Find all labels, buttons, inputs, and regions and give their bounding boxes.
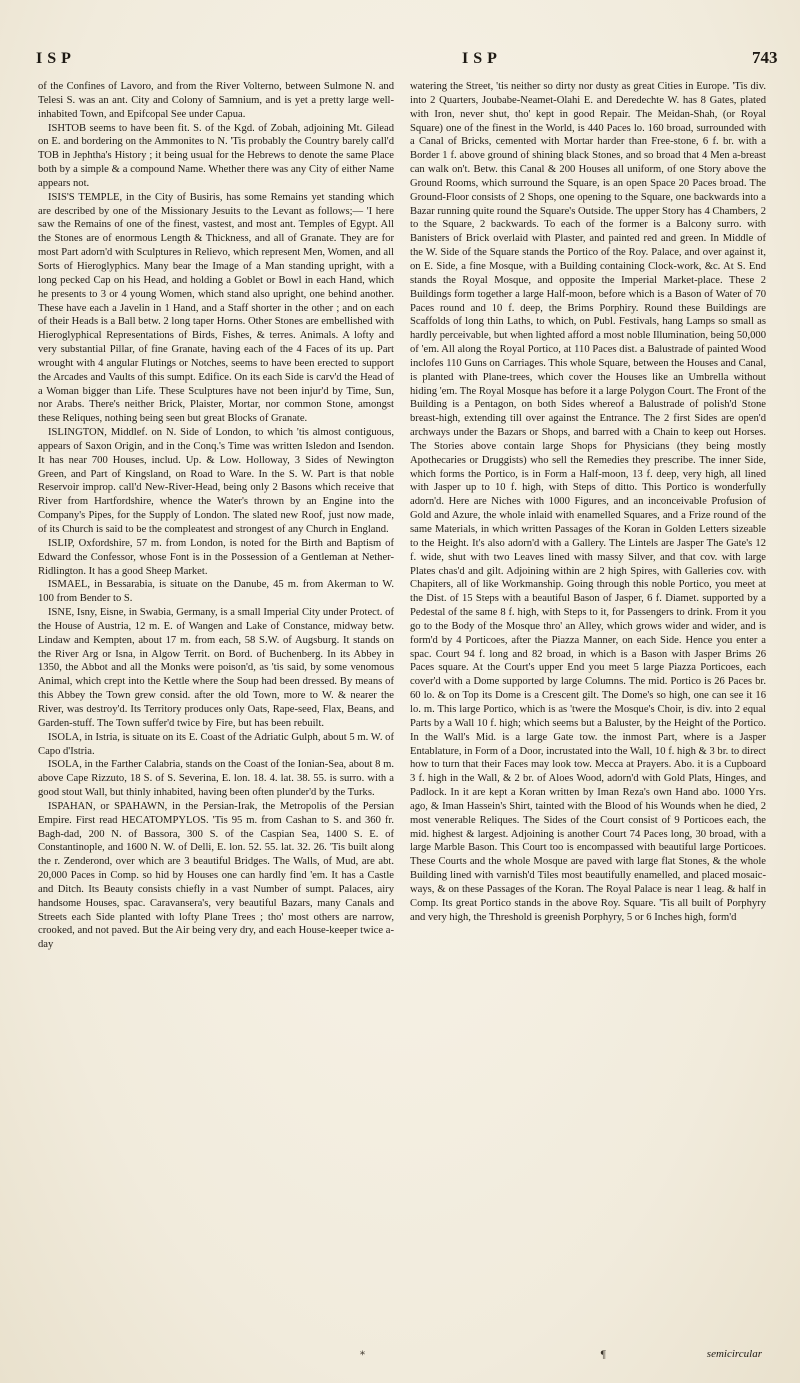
- entry-paragraph: ISIS'S TEMPLE, in the City of Busiris, has some Remains yet standing which are described by one of the Missionary Jesuits to the Levant as follows;— 'I here saw the Remains of one of the finest, vastest, and most ant. Temples of Egypt. All the Stones are of enormous Length & Thickness, and all of Granate. They are for most Part adorn'd with Sculptures in Relievo, which represent Men, Women, and all Sorts of Hieroglyphics. Many bear the Image of a Man standing upright, with a long pecked Cap on his Head, and holding a Goblet or Bowl in each Hand, which he presents to 3 or 4 young Women, which stand also upright, one behind another. These have each a Javelin in 1 Hand, and a Staff shorter in the other ; and on each of their Heads is a Ball betw. 2 long taper Horns. Other Stones are embellished with Hieroglyphical Representations of Birds, Fishes, & terres. Animals. A lofty and very substantial Pillar, of fine Granate, having each of the 4 Faces of its up. Part wrought with 4 angular Flutings or Notches, seems to have been erected to support the Arcades and Vaults of this sumpt. Edifice. On its each Side is carv'd the Head of a Woman bigger than Life. These Sculptures have not been injur'd by Time, Sun, nor Arabs. There's neither Brick, Plaister, Mortar, nor common Stone, amongst these Reliques, nothing being seen but great Blocks of Granate.: [38, 191, 394, 425]
- running-head-right: ISP: [462, 50, 502, 67]
- entry-paragraph: ISOLA, in the Farther Calabria, stands on the Coast of the Ionian-Sea, about 8 m. above Cape Rizzuto, 18 S. of S. Severina, E. lon. 18. 4. lat. 38. 55. is surro. with a good stout Wall, but thinly inhabited, having been often plunder'd by the Turks.: [38, 759, 394, 799]
- entry-paragraph: ISMAEL, in Bessarabia, is situate on the Danube, 45 m. from Akerman to W. 100 from Bender to S.: [38, 579, 394, 605]
- entry-paragraph: watering the Street, 'tis neither so dirty nor dusty as great Cities in Europe. 'Tis div. into 2 Quarters, Joubabe-Neamet-Olahi E. and Deredechte W. has 8 Gates, plated with Iron, never shut, tho' kept in good Repair. The Meidan-Shah, (or Royal Square) one of the finest in the World, is 440 Paces lo. 160 broad, surrounded with a Canal of Bricks, cemented with Mortar harder than Free-stone, 6 f. br. with a Border 1 f. above ground of shining black Stones, and so broad that 4 Men a-breast can walk on't. Betw. this Canal & 200 Houses all uniform, of one Story above the Ground Rooms, which surround the Square, is an open Space 20 Paces broad. The Ground-Floor consists of 2 Shops, one opening to the Square, one backwards into a Bazar running quite round the Square's Outside. The upper Story has 4 Chambers, 2 to the Square, 2 backwards. To each of the former is a Balcony surro. with Banisters of Brick overlaid with Plaster, and painted red and green. In Middle of the W. Side of the Square stands the Portico of the Roy. Palace, and over against it, on E. Side, a fine Mosque, with a Building containing Clock-work, &c. At S. End stands the Royal Mosque, and opposite the Imperial Market-place. These 2 Buildings form together a large Half-moon, before which is a Bason of Water of 70 Paces round and 10 f. deep, the Brims Porphiry. Round these Buildings are Scaffolds of long thin Laths, to which, on Publ. Festivals, hang Lamps so small as hardly perceivable, but when lighted afford a most noble Illumination, being 50,000 of 'em. All along the Royal Portico, at 110 Paces dist. a Balustrade of painted Wood inclofes 110 Guns on Carriages. This whole Square, between the Houses and Canal, is planted with Plane-trees, which cover the Houses like an Umbrella without hiding 'em. The Royal Mosque has before it a large Polygon Court. The Front of the Building is a Pentagon, on both Sides whereof a Balustrade of polish'd Stone breast-high, extending till over against the Entrance. The 2 first Sides are open'd archways under the Bazars or Shops, and barred with a Chain to keep out Horses. The Stories above contain large Shops for Physicians (they being mostly Apothecaries or Druggists) who sell the Remedies they prescribe. The inner Side, which forms the Portico, is in Form a Half-moon, 13 f. deep, very high, all lined with Jasper up to 10 f. high, with Steps of ditto. This Portico is wonderfully adorn'd. Here are Niches with 1000 Figures, and an inconceivable Profusion of Gold and Azure, the whole inlaid with enamelled Squares, and a Frize round of the same Materials, in which written Passages of the Koran in Golden Letters sizeable to the Height. It's also adorn'd with a Gallery. The Lintels are Jasper The Gate's 12 f. wide, shut with two Leaves lined with massy Silver, and that cov. with large Plates chas'd and gilt. Adjoining within are 2 high Spires, with Galleries cov. with Chapiters, all of like Workmanship. Going through this noble Portico, you meet at the Dist. of 15 Steps with a beautiful Bason of Jasper, 6 f. Diamet. supported by a Pedestal of the same 8 f. high, with Steps to it, for Passengers to drink. From it you go to the Body of the Mosque thro' an Alley, which grows wider and wider, and is form'd by 4 Porticoes, after the Piazza Manner, on each Side. Hence you enter a spac. Court 94 f. long and 82 broad, in which is a Bason with Jasper Brims 26 Paces square. At the Court's upper End you meet 5 large Piazza Porticoes, each cover'd with a Dome supported by large Columns. The mid. Portico is 26 Paces br. 60 lo. & on Top its Dome is a Crescent gilt. The Dome's so high, one can see it 16 lo. m. This large Portico, which is as 'twere the Mosque's Choir, is div. into 2 equal Parts by a Wall 10 f. high; which seems but a Baluster, by the Height of the Portico. In the Wall's Mid. is a large Gate tow. the inmost Part, where is a Jasper Entablature, in Form of a Door, incrustated into the Wall, 10 f. high & 3 br. to direct how to turn that their Faces may look tow. Mecca at Prayers. Abo. it is a Cupboard 3 f. high in the Wall, & 2 br. of Aloes Wood, adorn'd with Gold Plats, Hinges, and Padlock. In it are kept a Koran written by Iman Reza's own Hand abo. 1000 Yrs. ago, & Iman Hassein's Shirt, tainted with the Blood of his Wounds when he died, 2 most venerable Reliques. The Sides of the Court consist of 9 Porticoes each, the mid. highest & largest. Adjoining is another Court 74 Paces long, 30 broad, with a large Marble Bason. This Court too is encompassed with beautiful large Porticoes. These Courts and the whole Mosque are paved with large flat Stones, & the whole Building lined with varnish'd Tiles most beautifully enamelled, and placed mosaic-ways, & on these Passages of the Koran. The Royal Palace is near 1 leag. & half in Comp. Its great Portico stands in the above Roy. Square. 'Tis all built of Porphyry and very high, the Threshold is greenish Porphyry, 5 or 6 Inches high, form'd: [410, 81, 766, 923]
- signature-mark-right: ¶: [600, 1350, 607, 1361]
- entry-paragraph: of the Confines of Lavoro, and from the River Volterno, between Sulmone N. and Telesi S. was an ant. City and Colony of Samnium, and is yet a pretty large well-inhabited Town, and Epifcopal See under Capua.: [38, 81, 394, 120]
- running-head-left: ISP: [36, 50, 76, 67]
- entry-paragraph: ISPAHAN, or SPAHAWN, in the Persian-Irak, the Metropolis of the Persian Empire. First read HECATOMPYLOS. 'Tis 95 m. from Cashan to S. and 360 fr. Bagh-dad, 200 N. of Bassora, 300 S. of the Caspian Sea, 1400 S. E. of Constantinople, and 1600 N. W. of Delli, E. lon. 52. 55. lat. 32. 26. 'Tis built along the r. Zenderond, over which are 3 beautiful Bridges. The Walls, of Mud, are abt. 20,000 Paces in Comp. so hid by Houses one can hardly find 'em. It has a Castle and Ditch. Its Beauty consists chiefly in a vast Number of sumpt. Palaces, airy handsome Houses, spac. Caravansera's, very beautiful Bazars, many Canals and Streets each Side planted with lofty Plane Trees ; tho' most others are narrow, crooked, and not paved. But the Air being very dry, and each House-keeper twice a-day: [38, 800, 394, 951]
- entry-paragraph: ISLIP, Oxfordshire, 57 m. from London, is noted for the Birth and Baptism of Edward the Confessor, whose Font is in the Possession of a Gentleman at Nether-Ridlington. It has a good Sheep Market.: [38, 537, 394, 577]
- entry-paragraph: ISNE, Isny, Eisne, in Swabia, Germany, is a small Imperial City under Protect. of the House of Austria, 12 m. E. of Wangen and Lake of Constance, midway betw. Lindaw and Kempten, about 17 m. from each, 58 S.W. of Augsburg. It stands on the River Arg or Isna, in Algow Territ. on Bord. of Buchenberg. In its Abbey in 1350, the Abbot and all the Monks were poison'd, as 'tis said, by some venomous Animal, which crept into the Kettle where the Soup had been dressed. By means of this Abbey the Town grew consid. after the old Town, more to W. & nearer the River, was destroy'd. Its Territory produces only Oats, Rape-seed, Flax, Beans, and Garden-stuff. The Town suffer'd twice by Fire, but has been rebuilt.: [38, 607, 394, 729]
- left-column: [38, 80, 394, 952]
- page-number: 743: [752, 48, 778, 67]
- signature-mark-left: *: [360, 1350, 365, 1361]
- right-column: [410, 80, 766, 924]
- entry-paragraph: ISHTOB seems to have been fit. S. of the Kgd. of Zobah, adjoining Mt. Gilead on E. and bordering on the Ammonites to N. 'Tis probably the Country barely call'd TOB in Jephtha's History ; it being usual for the Hebrews to denote the same Place both by a simple & a compound Name. Whether there was any City of either Name appears not.: [38, 122, 394, 189]
- entry-paragraph: ISOLA, in Istria, is situate on its E. Coast of the Adriatic Gulph, about 5 m. W. of Capo d'Istria.: [38, 731, 394, 757]
- catchword: semicircular: [706, 1348, 762, 1360]
- entry-paragraph: ISLINGTON, Middlef. on N. Side of London, to which 'tis almost contiguous, appears of Saxon Origin, and in the Conq.'s Time was written Isledon and Isendon. It has near 700 Houses, includ. Up. & Low. Holloway, 3 Sides of Newington Green, and Part of Kingsland, on Road to Ware. In the S. W. Part is that noble Reservoir improp. call'd New-River-Head, being only 2 Basons which receive that River from Hartfordshire, whence the Water's thrown by an Engine into the Company's Pipes, for the Supply of London. The slated new Roof, just now made, of its Church is said to be the compleatest and strongest of any Church in England.: [38, 427, 394, 535]
